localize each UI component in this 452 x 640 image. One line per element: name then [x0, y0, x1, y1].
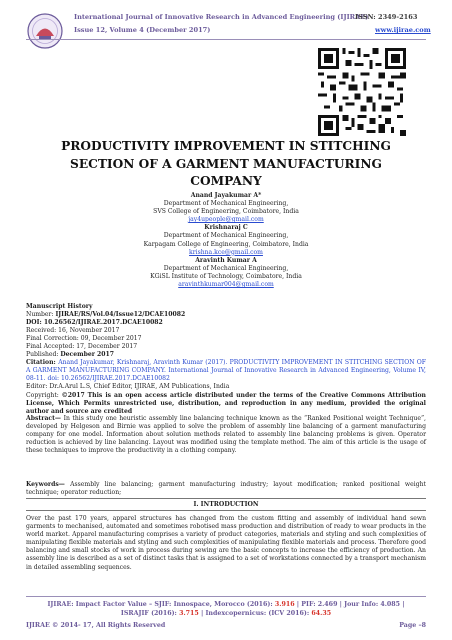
abstract	[26, 415, 426, 455]
author-email-link[interactable]: jay4upeople@gmail.com	[188, 216, 264, 224]
paper-title	[40, 138, 412, 191]
author-name: Anand Jayakumar A*	[190, 192, 262, 199]
published-date	[26, 351, 426, 359]
header-divider	[26, 39, 426, 40]
copyright-notice	[26, 392, 426, 416]
author-block	[40, 192, 412, 289]
published-label: Published:	[26, 351, 61, 359]
qr-code-icon	[318, 48, 406, 136]
abstract-label: Abstract—	[26, 415, 64, 422]
footer-impact-line	[26, 601, 426, 608]
author-affiliation: KGiSL Institute of Technology, Coimbatore, India	[150, 272, 302, 280]
footer-text: | PIF: 2.469 | Jour Info: 4.085 |	[294, 601, 405, 608]
manuscript-heading: Manuscript History	[26, 303, 93, 310]
footer-value: 3.916	[274, 601, 295, 608]
author-name: Krishnaraj C	[204, 224, 248, 232]
author-affiliation: Karpagam College of Engineering, Coimbatore, India	[143, 240, 309, 248]
footer-divider	[26, 596, 426, 597]
abstract-text: In this study one heuristic assembly line balancing technique known as the “Ranked Positional weight Technique”, developed by Helgeson and Birnie was applied to solve the problem of assembly line balancing of a garment manufacturing company for one model. Information about solution methods related to assembly line balancing problems is given. Operator reduction is achieved by line balancing. Layout was modified using the template method. The aim of this article is the usage of these techniques to improve the productivity in a clothing company.	[26, 415, 426, 455]
copyright-text: ©2017 This is an open access article distributed under the terms of the Creative Commons Attribution License, Which Permits unrestricted use, distribution, and reproduction in any medium, provided the original author and source are credited	[26, 391, 426, 415]
citation-label: Citation:	[26, 359, 59, 367]
journal-logo-icon	[26, 12, 64, 50]
journal-issn: ISSN: 2349-2163	[355, 13, 418, 21]
received-date: Received: 16, November 2017	[26, 327, 120, 335]
copyright-label: Copyright:	[26, 391, 62, 399]
final-correction-date: Final Correction: 09, December 2017	[26, 335, 142, 343]
section-divider	[26, 510, 426, 511]
title-line: COMPANY	[190, 174, 262, 189]
citation	[26, 359, 426, 383]
footer-value: 3.715	[179, 610, 199, 617]
author-email-link[interactable]: krishna.kce@gmail.com	[189, 248, 263, 256]
doi-label: DOI:	[26, 319, 44, 327]
number-label: Number:	[26, 311, 56, 319]
footer-copyright: IJIRAE © 2014- 17, All Rights Reserved	[26, 622, 166, 629]
manuscript-history	[26, 303, 426, 416]
editor-line: Editor: Dr.A.Arul L.S, Chief Editor, IJIRAE, AM Publications, India	[26, 383, 230, 391]
published-value: December 2017	[60, 351, 115, 359]
title-line: SECTION OF A GARMENT MANUFACTURING	[70, 156, 382, 171]
doi-value: 10.26562/IJIRAE.2017.DCAE10082	[43, 319, 163, 327]
footer-text: | Indexcopernicus: (ICV 2016):	[198, 610, 312, 617]
manuscript-doi	[26, 319, 426, 327]
number-value: IJIRAE/RS/Vol.04/Issue12/DCAE10082	[55, 311, 186, 319]
page-number: Page –8	[399, 622, 426, 629]
author-email-link[interactable]: aravinthkumar004@gmail.com	[178, 281, 274, 289]
citation-text: Anand Jayakumar, Krishnaraj, Aravinth Kumar (2017). PRODUCTIVITY IMPROVEMENT IN STITCHING SECTION OF A GARMENT MANUFACTURING COMPANY. International Journal of Innovative Research in Advanced Engineering, Volume IV, 08-11. doi: 10.26562/IJIRAE.2017.DCAE10082	[26, 359, 426, 383]
section-divider	[26, 498, 426, 499]
footer-text: ISRAJIF (2016):	[120, 610, 180, 617]
title-line: PRODUCTIVITY IMPROVEMENT IN STITCHING	[61, 139, 391, 153]
introduction-text: Over the past 170 years, apparel structures has changed from the custom fitting and assembly of individual hand sewn garments to mechanised, automated and sometimes robotised mass production and distribution of ready to wear products in the world market. Apparel manufacturing comprises a variety of product categories, materials and styling and such complexities of manipulating flexible materials and styling and such complexities of manipulating flexible materials and process. Therefore good balancing and small stocks of work in process during sewing are the basic concepts to increase the efficiency of production. An assembly line is described as a set of distinct tasks that is assigned to a set of workstations connected by a transport mechanism in detailed assembling sequences.	[26, 515, 426, 571]
author-department: Department of Mechanical Engineering,	[163, 232, 289, 240]
section-heading: I. INTRODUCTION	[193, 501, 259, 508]
keywords-text: Assembly line balancing; garment manufacturing industry; layout modification; ranked positional weight technique; operator reduction;	[26, 481, 426, 497]
journal-issue: Issue 12, Volume 4 (December 2017)	[74, 26, 211, 34]
author-affiliation: SVS College of Engineering, Coimbatore, India	[153, 208, 299, 216]
author-name: Aravinth Kumar A	[195, 256, 257, 264]
keywords-label: Keywords—	[26, 481, 71, 488]
keywords	[26, 481, 426, 497]
journal-website-link[interactable]: www.ijirae.com	[375, 26, 431, 34]
manuscript-number	[26, 311, 426, 319]
author-department: Department of Mechanical Engineering,	[163, 264, 289, 272]
final-accepted-date: Final Accepted: 17, December 2017	[26, 343, 138, 351]
footer-value: 64.35	[311, 610, 332, 617]
footer-index-line	[26, 610, 426, 617]
journal-name: International Journal of Innovative Research in Advanced Engineering (IJIRAE)	[74, 13, 369, 21]
footer-text: IJIRAE: Impact Factor Value – SJIF: Innospace, Morocco (2016):	[47, 601, 275, 608]
author-department: Department of Mechanical Engineering,	[163, 200, 289, 208]
